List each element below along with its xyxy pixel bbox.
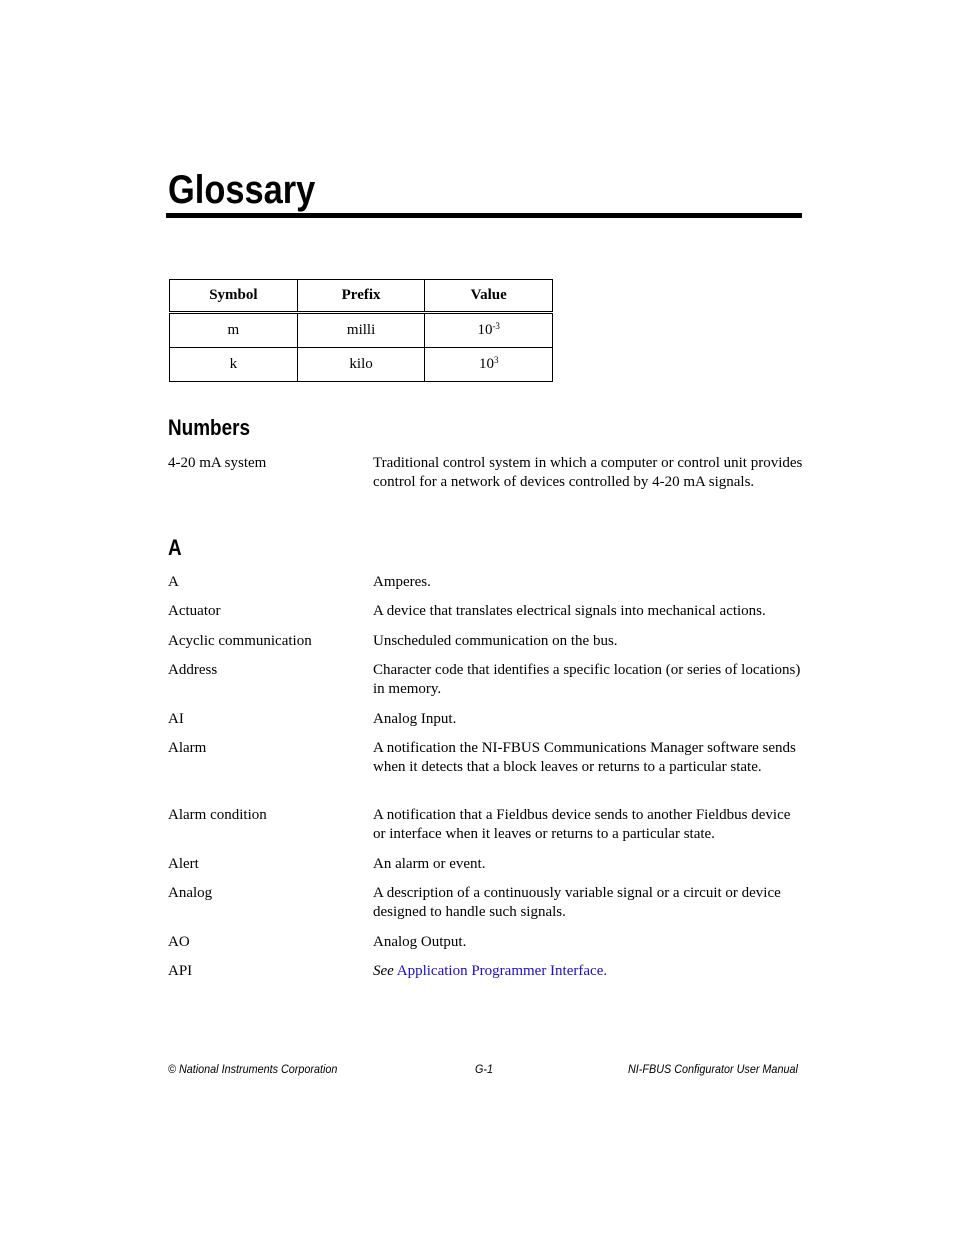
prefix-table — [169, 279, 553, 382]
footer-page-number: G-1 — [475, 1062, 494, 1076]
footer-right: NI-FBUS Configurator User Manual — [628, 1062, 798, 1076]
glossary-entry — [168, 632, 804, 651]
cross-reference-period: . — [603, 963, 608, 979]
table-row — [170, 348, 553, 382]
glossary-term: Alarm condition — [168, 807, 267, 823]
glossary-term: API — [168, 963, 193, 979]
see-label: See — [373, 963, 394, 979]
glossary-term: AO — [168, 934, 190, 950]
glossary-entry — [168, 884, 804, 922]
col-header-symbol: Symbol — [170, 280, 298, 313]
glossary-entry — [168, 933, 804, 952]
col-header-prefix: Prefix — [297, 280, 425, 313]
title-rule — [166, 213, 802, 218]
glossary-entry — [168, 806, 804, 844]
symbol-cell: m — [170, 313, 298, 348]
glossary-definition: Unscheduled communication on the bus. — [373, 633, 618, 649]
glossary-definition: Amperes. — [373, 574, 431, 590]
glossary-term: Actuator — [168, 603, 221, 619]
cross-reference-link[interactable]: Application Programmer Interface — [396, 963, 604, 979]
table-header-row — [170, 280, 553, 313]
symbol-cell: k — [170, 348, 298, 382]
glossary-entry — [168, 739, 804, 777]
glossary-term: 4-20 mA system — [168, 455, 267, 471]
value-base: 10 — [478, 356, 494, 372]
glossary-term: Address — [168, 662, 218, 678]
glossary-definition: Analog Output. — [373, 934, 467, 950]
glossary-definition — [373, 962, 804, 981]
value-base: 10 — [477, 322, 493, 338]
value-exponent: 3 — [493, 355, 499, 365]
glossary-definition: Analog Input. — [373, 711, 457, 727]
value-cell — [425, 348, 553, 382]
glossary-term: Acyclic communication — [168, 633, 312, 649]
prefix-cell: milli — [297, 313, 425, 348]
glossary-definition: Character code that identifies a specific location (or series of locations) in memory. — [373, 662, 801, 697]
glossary-definition: A notification the NI-FBUS Communications Manager software sends when it detects that a block leaves or returns to a particular state. — [373, 740, 796, 775]
footer-left: © National Instruments Corporation — [168, 1062, 338, 1076]
glossary-entry — [168, 602, 804, 621]
glossary-entry — [168, 855, 804, 874]
glossary-entry — [168, 573, 804, 592]
glossary-term: Alarm — [168, 740, 207, 756]
value-cell — [425, 313, 553, 348]
glossary-entry — [168, 710, 804, 729]
section-heading-numbers: Numbers — [168, 415, 251, 440]
glossary-term: Alert — [168, 856, 199, 872]
glossary-term: Analog — [168, 885, 213, 901]
glossary-definition: A notification that a Fieldbus device sends to another Fieldbus device or interface when it leaves or returns to a particular state. — [373, 807, 791, 842]
glossary-entry — [168, 962, 804, 981]
value-exponent: -3 — [492, 321, 500, 331]
col-header-value: Value — [425, 280, 553, 313]
glossary-entry — [168, 454, 804, 492]
table-row — [170, 313, 553, 348]
glossary-definition: Traditional control system in which a computer or control unit provides control for a network of devices controlled by 4-20 mA signals. — [373, 455, 803, 490]
section-heading-a: A — [168, 535, 182, 560]
glossary-definition: An alarm or event. — [373, 856, 486, 872]
glossary-definition: A description of a continuously variable signal or a circuit or device designed to handle such signals. — [373, 885, 781, 920]
prefix-cell: kilo — [297, 348, 425, 382]
glossary-term: AI — [168, 711, 184, 727]
glossary-term: A — [168, 574, 179, 590]
glossary-definition: A device that translates electrical signals into mechanical actions. — [373, 603, 766, 619]
glossary-entry — [168, 661, 804, 699]
page-title: Glossary — [168, 168, 316, 212]
